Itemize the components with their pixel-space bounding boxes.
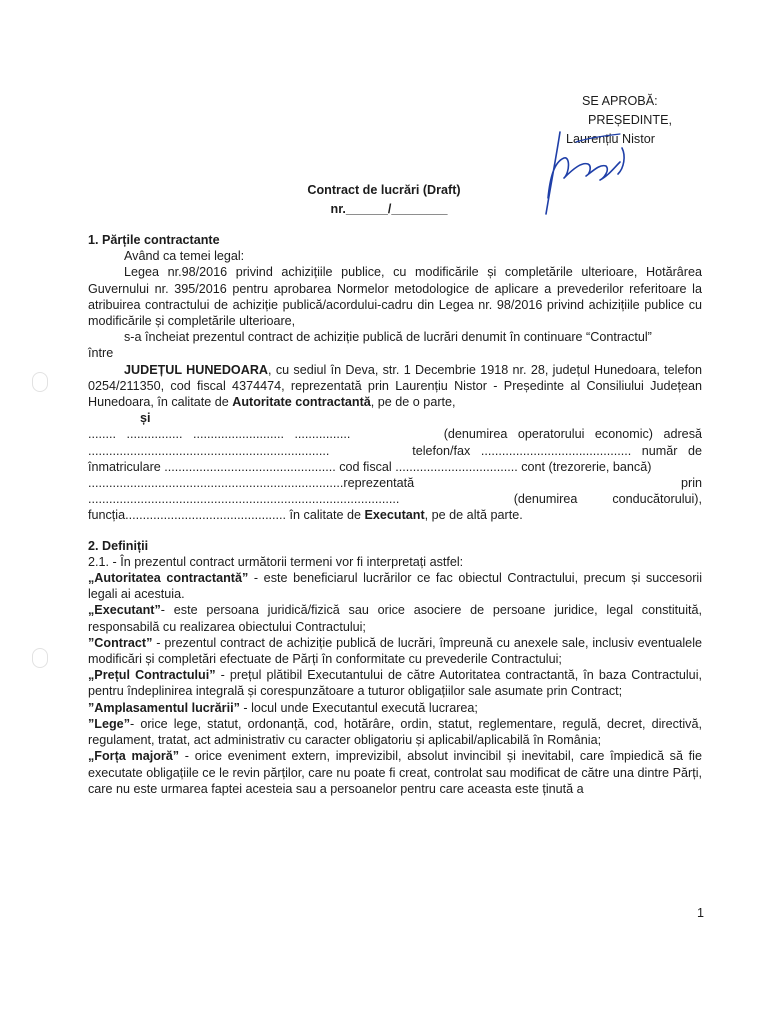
paragraph: Având ca temei legal: [124,249,245,264]
definition-term: „Executant” [88,603,161,618]
party-details: , cu sediul în Deva, str. 1 Decembrie 1918 nr. 28, județul Hunedoara, telefon 0254/211350, cod fiscal 4374474, reprezentată prin Laurențiu Nistor - Președinte al Consiliului Județean Hunedoara, în calitate de [88,362,702,410]
paragraph: s-a încheiat prezentul contract de achiziție publică de lucrări denumit în continuare “Contractul” [124,330,652,345]
fill-blank: funcția.............................................. în calitate de [88,508,365,523]
definition [88,667,702,699]
scan-mark-bottom [32,648,48,668]
fill-label: (denumirea operatorului economic) adresă [443,427,702,442]
definition-text: - orice lege, statut, ordonanță, cod, hotărâre, ordin, statut, reglementare, regulă, decret, directivă, regulament, tratat, act administrativ cu caracter obligatoriu și aplicabil/aplicabilă în România; [88,716,702,748]
fill-label: telefon/fax ........................................... număr de [412,443,702,458]
paragraph: 2.1. - În prezentul contract următorii termeni vor fi interpretați astfel: [88,554,464,569]
page-number: 1 [696,906,704,920]
definition-term: ”Lege” [88,716,130,731]
definition [88,570,702,602]
section-heading: 1. Părțile contractante [88,233,220,247]
fill-line [88,426,702,442]
scan-mark-top [32,372,48,392]
title-line: Contract de lucrări (Draft) [307,183,461,197]
definition [88,602,702,634]
definition-text: - orice eveniment extern, imprevizibil, absolut invincibil și inevitabil, care împiedică să fie executate obligațiile ce le revin părților, care nu poate fi creat, controlat sau modificat de către una dintre Părți, care nu este urmarea faptei acesteia sau a persoanelor pentru care aceasta este ținută a [88,749,702,796]
fill-line [88,507,702,523]
paragraph: Legea nr.98/2016 privind achizițiile publice, cu modificările și completările ulterioare, Hotărârea Guvernului nr. 395/2016 pentru aprobarea Normelor metodologice de aplicare a prevederilor referitoare la atribuirea contractului de achiziție publică/acordului-cadru din Legea nr. 98/2016 privind achizițiile publice cu modificările și completările ulterioare, [88,265,702,329]
definition [88,635,702,667]
definition [88,700,702,716]
definition-term: ”Contract” [88,635,153,650]
definition [88,748,702,797]
definition-term: „Autoritatea contractantă” [88,571,249,586]
definition-text: - locul unde Executantul execută lucrarea; [239,700,478,715]
fill-label: (denumirea conducătorului), [513,492,702,507]
party-role: Autoritate contractantă [232,395,371,410]
fill-end: , pe de altă parte. [424,508,523,523]
fill-blank: ........ ................ .......................... ................ [88,427,351,442]
section-heading: 2. Definiții [88,538,149,553]
definition-term: ”Amplasamentul lucrării” [88,700,240,715]
contract-number: nr.______/________ [330,202,448,216]
definition-text: - este beneficiarul lucrărilor ce fac obiectul Contractului, precum și succesorii legali ai acestuia. [88,571,702,602]
definition-term: „Forța majoră” [88,749,180,764]
fill-line [88,443,702,459]
approval-title: PREȘEDINTE, [588,113,672,127]
definition [88,716,702,748]
definition-term: „Prețul Contractului” [88,668,216,683]
fill-line: înmatriculare ................................................. cod fiscal ................................... cont (trezorerie, bancă) [88,459,652,474]
fill-line [88,491,702,507]
document-title [0,181,768,219]
executant-role: Executant [364,508,425,523]
party-end: , pe de o parte, [370,395,456,410]
fill-blank: ..................................................................... [88,443,330,458]
fill-blank: ......................................................................................... [88,492,400,507]
approval-line: SE APROBĂ: [582,94,658,108]
fill-line [88,475,702,491]
document-body [88,232,702,797]
approval-signatory: Laurențiu Nistor [566,132,655,146]
definition-text: - este persoana juridică/fizică sau orice asociere de persoane juridice, legal constituită, responsabilă cu realizarea obiectului Contractului; [88,603,702,634]
definition-text: - prețul plătibil Executantului de către Autoritatea contractantă, în baza Contractului, pentru îndeplinirea integrală și corespunzătoare a tuturor obligațiilor sale asumate prin Contract; [88,668,702,699]
party-paragraph [88,362,702,411]
paragraph: între [88,346,114,361]
fill-label: prin [681,476,702,491]
definition-text: - prezentul contract de achiziție publică de lucrări, împreună cu anexele sale, inclusiv eventualele modificări și completări efectuate de Părți în conformitate cu prevederile Contractului; [88,635,702,667]
conjunction: și [140,411,151,426]
fill-blank: .........................................................................reprezentată [88,476,415,491]
party-name: JUDEȚUL HUNEDOARA [124,362,269,377]
